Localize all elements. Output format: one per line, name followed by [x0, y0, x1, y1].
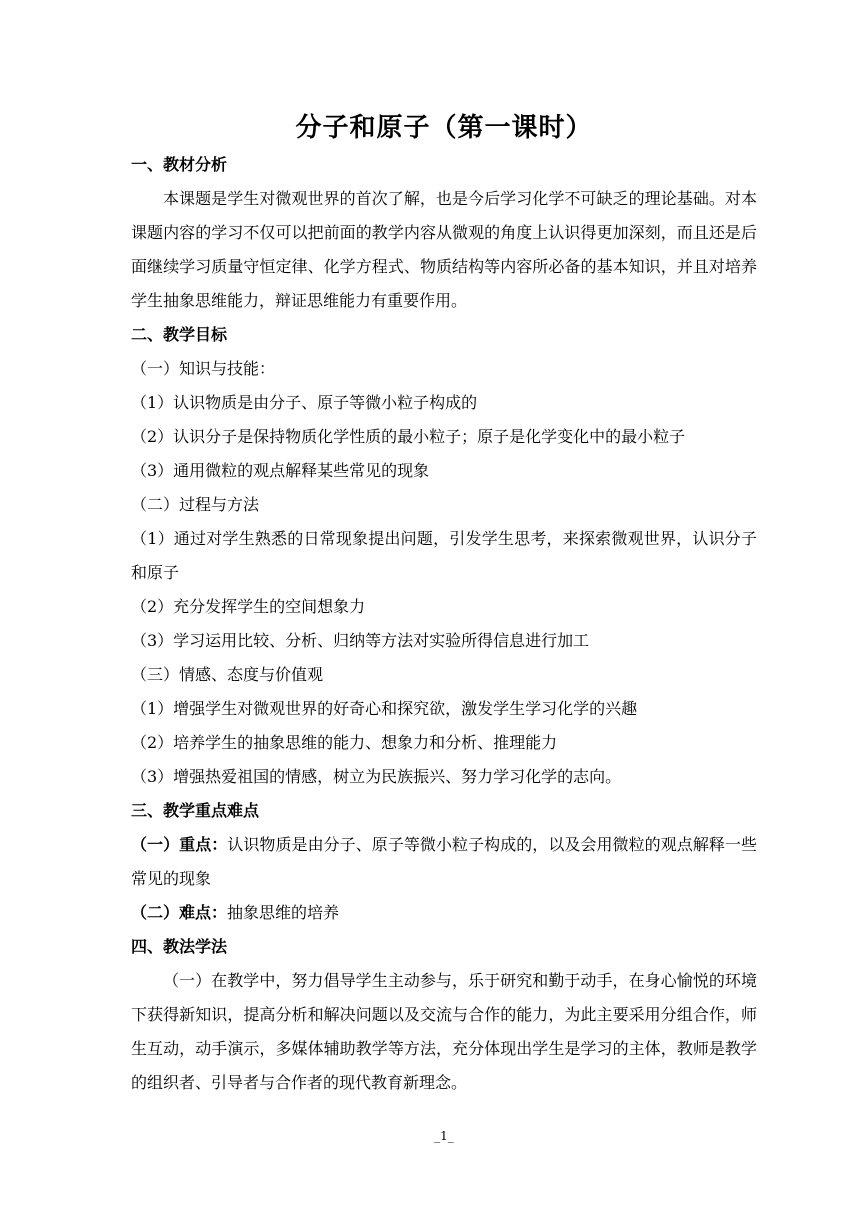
- document-body: [131, 148, 757, 1100]
- analysis-paragraph: 本课题是学生对微观世界的首次了解，也是今后学习化学不可缺乏的理论基础。对本课题内容的学习不仅可以把前面的教学内容从微观的角度上认识得更加深刻，而且还是后面继续学习质量守恒定律、化学方程式、物质结构等内容所必备的基本知识，并且对培养学生抽象思维能力，辩证思维能力有重要作用。: [131, 189, 757, 310]
- objective-line: （1）认识物质是由分子、原子等微小粒子构成的: [131, 393, 478, 412]
- objective-line: （3）通用微粒的观点解释某些常见的现象: [131, 461, 430, 480]
- document-title: 分子和原子（第一课时）: [295, 113, 593, 143]
- difficulty-text: 抽象思维的培养: [227, 903, 340, 922]
- objective-line: （3）增强热爱祖国的情感，树立为民族振兴、努力学习化学的志向。: [131, 767, 622, 786]
- key-point-label: （一）重点：: [131, 835, 228, 854]
- key-point-text: 认识物质是由分子、原子等微小粒子构成的，以及会用微粒的观点解释一些常见的现象: [131, 835, 757, 888]
- objective-line: （2）认识分子是保持物质化学性质的最小粒子；原子是化学变化中的最小粒子: [131, 427, 686, 446]
- document-page: [131, 0, 757, 1216]
- objective-line: （2）充分发挥学生的空间想象力: [131, 597, 366, 616]
- difficulty-label: （二）难点：: [131, 903, 228, 922]
- objective-line: （三）情感、态度与价值观: [131, 665, 324, 684]
- objective-line: （1）增强学生对微观世界的好奇心和探究欲，激发学生学习化学的兴趣: [131, 699, 638, 718]
- section-heading-analysis: 一、教材分析: [131, 155, 228, 174]
- section-heading-objectives: 二、教学目标: [131, 325, 228, 344]
- methods-paragraph: （一）在教学中，努力倡导学生主动参与，乐于研究和勤于动手，在身心愉悦的环境下获得新知识，提高分析和解决问题以及交流与合作的能力，为此主要采用分组合作，师生互动，动手演示，多媒体辅助教学等方法，充分体现出学生是学习的主体，教师是教学的组织者、引导者与合作者的现代教育新理念。: [131, 971, 757, 1092]
- objective-line: （二）过程与方法: [131, 495, 260, 514]
- difficulty-item: [131, 896, 757, 930]
- section-heading-key-points: 三、教学重点难点: [131, 801, 260, 820]
- key-point-item: [131, 828, 757, 896]
- objective-line: （一）知识与技能：: [131, 359, 276, 378]
- objective-line: （2）培养学生的抽象思维的能力、想象力和分析、推理能力: [131, 733, 558, 752]
- page-number: _1_: [434, 1129, 454, 1143]
- section-heading-methods: 四、教法学法: [131, 937, 228, 956]
- objective-line: （3）学习运用比较、分析、归纳等方法对实验所得信息进行加工: [131, 631, 590, 650]
- objective-line: （1）通过对学生熟悉的日常现象提出问题，引发学生思考，来探索微观世界，认识分子和原子: [131, 529, 757, 582]
